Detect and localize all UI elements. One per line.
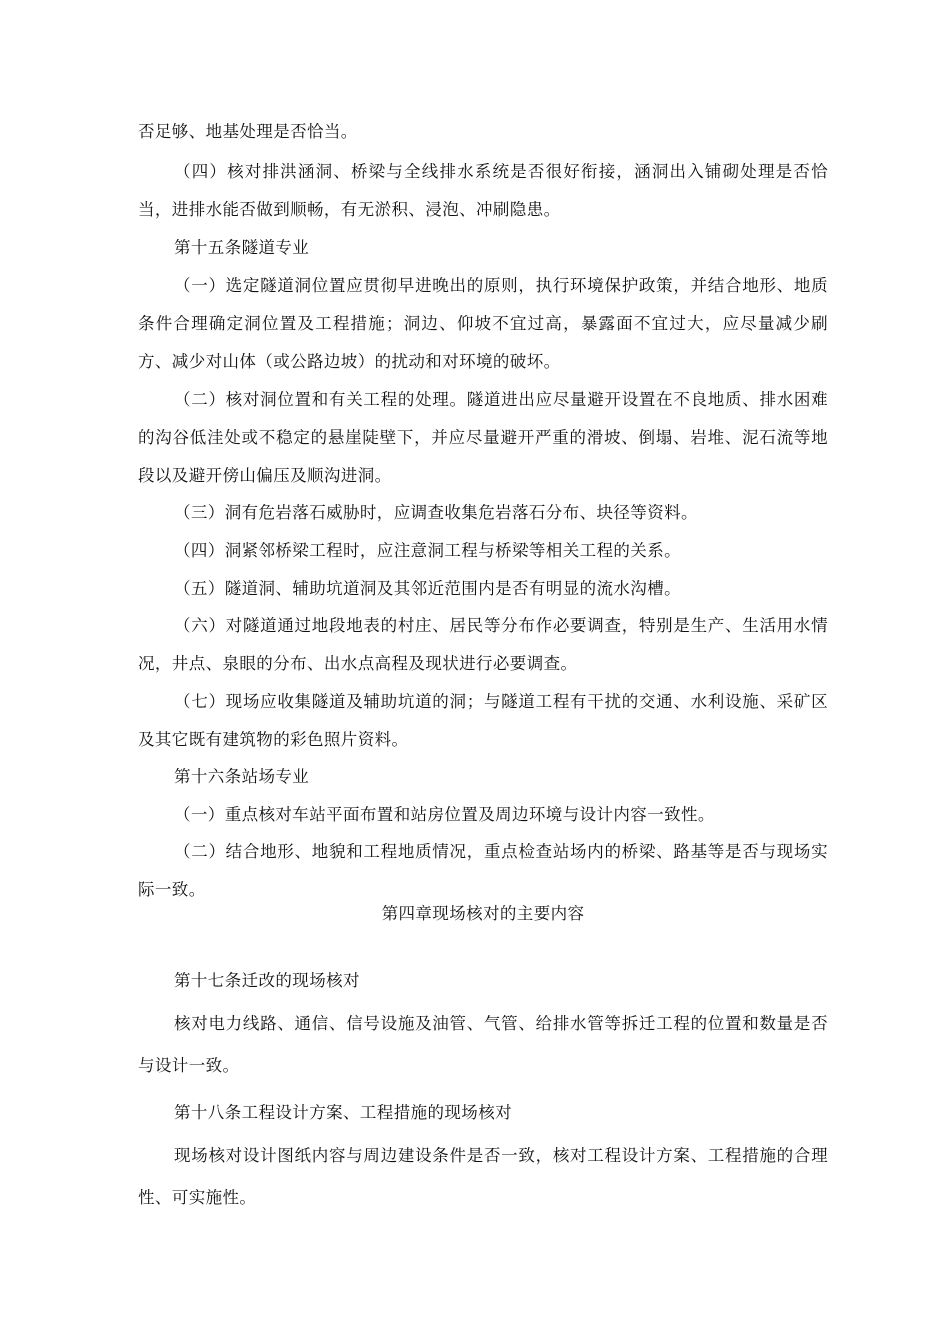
chapter-4-heading: 第四章现场核对的主要内容 [381,904,585,923]
article-16-heading: 第十六条站场专业 [174,767,310,786]
article-15-heading: 第十五条隧道专业 [174,238,310,257]
paragraph-7-photos: （七）现场应收集隧道及辅助坑道的洞；与隧道工程有干扰的交通、水利设施、采矿区及其它既有建筑物的彩色照片资料。 [138,692,828,749]
paragraph-design-scheme: 现场核对设计图纸内容与周边建设条件是否一致，核对工程设计方案、工程措施的合理性、可实施性。 [138,1146,828,1207]
paragraph-6-survey: （六）对隧道通过地段地表的村庄、居民等分布作必要调查，特别是生产、生活用水情况，井点、泉眼的分布、出水点高程及现状进行必要调查。 [138,616,828,673]
paragraph-3-rockfall: （三）洞有危岩落石威胁时，应调查收集危岩落石分布、块径等资料。 [174,503,698,522]
paragraph-4-bridge: （四）洞紧邻桥梁工程时，应注意洞工程与桥梁等相关工程的关系。 [174,541,681,560]
paragraph-4-drainage: （四）核对排洪涵洞、桥梁与全线排水系统是否很好衔接，涵洞出入铺砌处理是否恰当，进排水能否做到顺畅，有无淤积、浸泡、冲刷隐患。 [138,162,828,219]
article-18-heading: 第十八条工程设计方案、工程措施的现场核对 [174,1103,512,1122]
paragraph-2-portal-position: （二）核对洞位置和有关工程的处理。隧道进出应尽量避开设置在不良地质、排水困难的沟谷低洼处或不稳定的悬崖陡壁下，并应尽量避开严重的滑坡、倒塌、岩堆、泥石流等地段以及避开傍山偏压及顺沟进洞。 [138,390,828,485]
paragraph-5-water-channel: （五）隧道洞、辅助坑道洞及其邻近范围内是否有明显的流水沟槽。 [174,579,681,598]
paragraph-2-station-terrain: （二）结合地形、地貌和工程地质情况，重点检查站场内的桥梁、路基等是否与现场实际一致。 [138,842,828,899]
paragraph-1-station-layout: （一）重点核对车站平面布置和站房位置及周边环境与设计内容一致性。 [174,805,715,824]
article-17-heading: 第十七条迁改的现场核对 [174,971,360,990]
paragraph-relocation: 核对电力线路、通信、信号设施及油管、气管、给排水管等拆迁工程的位置和数量是否与设计一致。 [138,1014,828,1075]
paragraph-continuation: 否足够、地基处理是否恰当。 [138,122,358,141]
paragraph-1-tunnel-portal: （一）选定隧道洞位置应贯彻早进晚出的原则，执行环境保护政策，并结合地形、地质条件合理确定洞位置及工程措施；洞边、仰坡不宜过高，暴露面不宜过大，应尽量减少刷方、减少对山体（或公路边坡）的扰动和对环境的破坏。 [138,276,828,371]
